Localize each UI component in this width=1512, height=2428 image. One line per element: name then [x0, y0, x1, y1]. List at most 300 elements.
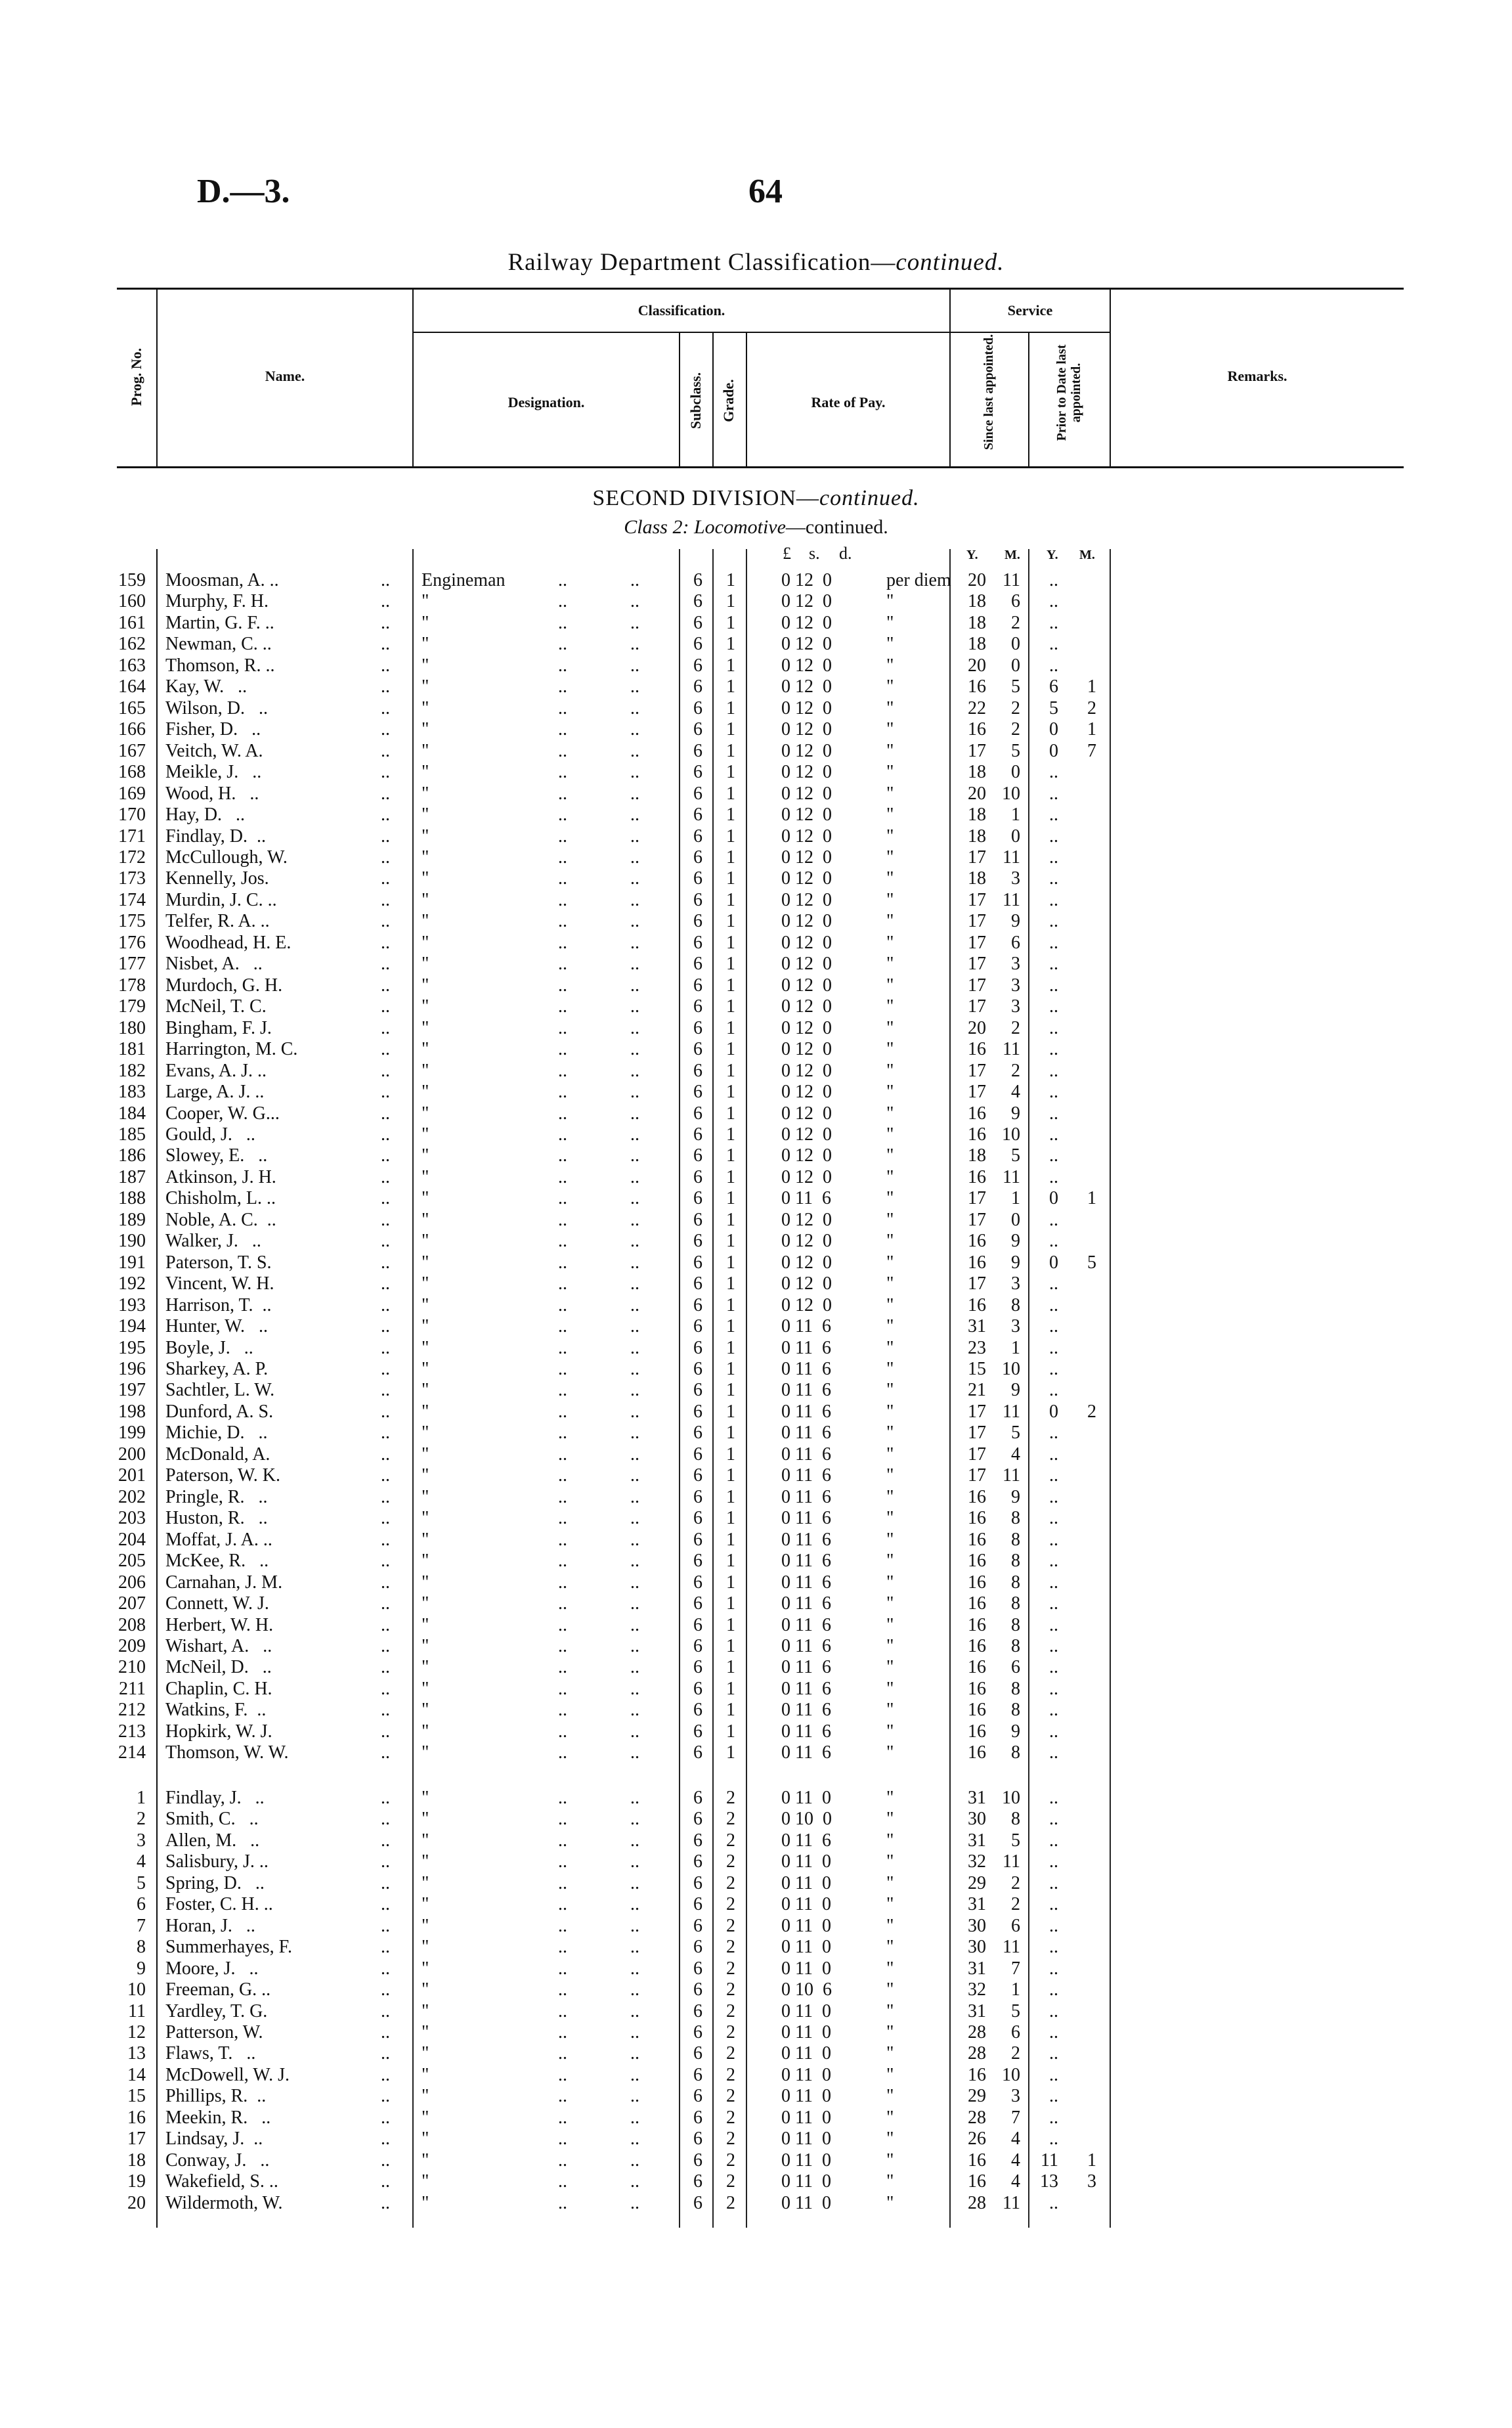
cell-rate-of-pay: 0 12 0 — [781, 762, 832, 783]
cell-subclass: 6 — [693, 1937, 702, 1958]
cell-since-months: 9 — [1011, 1252, 1020, 1273]
table-row — [0, 868, 1512, 889]
cell-designation: " — [421, 1039, 429, 1060]
page-title-continued: continued. — [896, 249, 1004, 276]
cell-prior-years: .. — [1049, 1166, 1058, 1187]
cell-grade: 2 — [726, 2086, 735, 2107]
cell-pay-period: " — [886, 1614, 894, 1635]
cell-subclass: 6 — [693, 1657, 702, 1678]
cell-pay-period: " — [886, 1316, 894, 1337]
cell-prog-no: 188 — [118, 1188, 146, 1209]
cell-desig-leader-a: .. — [558, 1614, 567, 1635]
table-row — [0, 655, 1512, 676]
cell-desig-leader-b: .. — [630, 932, 639, 953]
cell-subclass: 6 — [693, 1915, 702, 1936]
cell-desig-leader-a: .. — [558, 911, 567, 932]
cell-desig-leader-a: .. — [558, 1465, 567, 1486]
table-row — [0, 784, 1512, 805]
cell-rate-of-pay: 0 11 0 — [781, 1937, 831, 1958]
cell-since-years: 16 — [968, 1508, 986, 1529]
table-row — [0, 1487, 1512, 1508]
cell-desig-leader-b: .. — [630, 1145, 639, 1166]
cell-pay-period: " — [886, 1231, 894, 1252]
cell-desig-leader-b: .. — [630, 2043, 639, 2064]
cell-desig-leader-b: .. — [630, 2086, 639, 2107]
cell-prior-years: 11 — [1041, 2150, 1058, 2171]
cell-grade: 1 — [726, 1294, 735, 1315]
cell-desig-leader-a: .. — [558, 1958, 567, 1979]
cell-since-months: 10 — [1002, 1788, 1020, 1808]
cell-pay-period: " — [886, 2171, 894, 2192]
cell-desig-leader-b: .. — [630, 1678, 639, 1699]
rule-sub-grade — [712, 332, 714, 468]
cell-desig-leader-a: .. — [558, 954, 567, 975]
cell-desig-leader-a: .. — [558, 1380, 567, 1401]
cell-prog-no: 202 — [118, 1486, 146, 1507]
cell-designation: " — [421, 1252, 429, 1273]
cell-since-years: 17 — [968, 740, 986, 761]
table-row — [0, 826, 1512, 847]
cell-since-years: 16 — [968, 1721, 986, 1742]
cell-since-years: 18 — [968, 1145, 986, 1166]
cell-prior-years: .. — [1049, 2021, 1058, 2042]
table-row — [0, 1316, 1512, 1337]
table-row — [0, 890, 1512, 911]
table-row — [0, 1188, 1512, 1209]
cell-desig-leader-b: .. — [630, 1551, 639, 1572]
cell-designation: " — [421, 676, 429, 697]
cell-subclass: 6 — [693, 655, 702, 676]
cell-since-months: 8 — [1011, 1529, 1020, 1550]
cell-since-years: 18 — [968, 805, 986, 826]
cell-prog-no: 18 — [127, 2150, 146, 2171]
cell-name-leader: .. — [381, 1979, 390, 2000]
cell-since-years: 17 — [968, 1209, 986, 1230]
cell-prog-no: 210 — [118, 1657, 146, 1678]
cell-since-years: 17 — [968, 847, 986, 868]
cell-since-months: 8 — [1011, 1700, 1020, 1721]
cell-grade: 1 — [726, 826, 735, 847]
cell-name-leader: .. — [381, 634, 390, 655]
table-row — [0, 591, 1512, 612]
cell-designation: " — [421, 1979, 429, 2000]
cell-name-leader: .. — [381, 1657, 390, 1678]
cell-prior-years: .. — [1049, 2064, 1058, 2085]
cell-subclass: 6 — [693, 975, 702, 996]
cell-designation: " — [421, 996, 429, 1017]
cell-pay-period: " — [886, 2107, 894, 2128]
cell-desig-leader-b: .. — [630, 1209, 639, 1230]
cell-designation: " — [421, 889, 429, 910]
cell-rate-of-pay: 0 11 6 — [781, 1572, 831, 1593]
page-number: 64 — [748, 173, 783, 210]
cell-prior-months: 2 — [1087, 1401, 1096, 1422]
cell-name: Herbert, W. H. — [165, 1614, 274, 1635]
cell-designation: " — [421, 1337, 429, 1358]
table-row — [0, 1444, 1512, 1465]
cell-grade: 1 — [726, 1316, 735, 1337]
table-row — [0, 1124, 1512, 1145]
cell-desig-leader-a: .. — [558, 1209, 567, 1230]
cell-name-leader: .. — [381, 740, 390, 761]
cell-subclass: 6 — [693, 954, 702, 975]
cell-since-years: 16 — [968, 1614, 986, 1635]
cell-name-leader: .. — [381, 1915, 390, 1936]
unit-prior-years: Y. — [1047, 548, 1058, 562]
cell-desig-leader-b: .. — [630, 1359, 639, 1380]
cell-desig-leader-b: .. — [630, 783, 639, 804]
cell-rate-of-pay: 0 11 6 — [781, 1188, 831, 1209]
cell-since-months: 6 — [1011, 1915, 1020, 1936]
cell-pay-period: " — [886, 1039, 894, 1060]
cell-desig-leader-b: .. — [630, 1188, 639, 1209]
cell-desig-leader-a: .. — [558, 932, 567, 953]
cell-prior-years: .. — [1049, 1788, 1058, 1808]
cell-desig-leader-a: .. — [558, 1809, 567, 1830]
cell-name: McKee, R. .. — [165, 1551, 269, 1572]
cell-since-years: 31 — [968, 1316, 986, 1337]
table-row — [0, 1721, 1512, 1742]
table-row — [0, 1830, 1512, 1851]
cell-pay-period: " — [886, 634, 894, 655]
cell-rate-of-pay: 0 12 0 — [781, 676, 832, 697]
cell-prog-no: 194 — [118, 1316, 146, 1337]
cell-subclass: 6 — [693, 2086, 702, 2107]
cell-prior-years: .. — [1049, 1444, 1058, 1465]
cell-prog-no: 163 — [118, 655, 146, 676]
cell-rate-of-pay: 0 11 0 — [781, 2000, 831, 2021]
cell-since-years: 20 — [968, 783, 986, 804]
cell-name-leader: .. — [381, 1614, 390, 1635]
table-row — [0, 1636, 1512, 1657]
cell-pay-period: " — [886, 2129, 894, 2150]
cell-subclass: 6 — [693, 1614, 702, 1635]
cell-since-months: 10 — [1002, 783, 1020, 804]
cell-pay-period: " — [886, 1401, 894, 1422]
cell-desig-leader-a: .. — [558, 697, 567, 718]
cell-prior-years: .. — [1049, 1231, 1058, 1252]
cell-prog-no: 10 — [127, 1979, 146, 2000]
cell-desig-leader-a: .. — [558, 655, 567, 676]
cell-since-months: 11 — [1003, 889, 1020, 910]
cell-prog-no: 168 — [118, 762, 146, 783]
cell-designation: " — [421, 1359, 429, 1380]
cell-subclass: 6 — [693, 697, 702, 718]
cell-prior-years: .. — [1049, 996, 1058, 1017]
cell-prior-years: .. — [1049, 1082, 1058, 1103]
cell-since-years: 16 — [968, 1636, 986, 1656]
cell-rate-of-pay: 0 12 0 — [781, 975, 832, 996]
table-row — [0, 2171, 1512, 2192]
cell-prior-years: 5 — [1049, 697, 1058, 718]
cell-subclass: 6 — [693, 1209, 702, 1230]
cell-pay-period: " — [886, 697, 894, 718]
cell-rate-of-pay: 0 11 0 — [781, 2086, 831, 2107]
cell-rate-of-pay: 0 11 6 — [781, 1614, 831, 1635]
cell-since-years: 31 — [968, 2000, 986, 2021]
cell-subclass: 6 — [693, 1444, 702, 1465]
cell-since-months: 1 — [1011, 1188, 1020, 1209]
cell-name: Kennelly, Jos. — [165, 868, 269, 889]
cell-desig-leader-b: .. — [630, 612, 639, 633]
cell-grade: 1 — [726, 889, 735, 910]
cell-prog-no: 170 — [118, 805, 146, 826]
cell-subclass: 6 — [693, 1465, 702, 1486]
cell-grade: 1 — [726, 740, 735, 761]
cell-since-months: 5 — [1011, 676, 1020, 697]
cell-prog-no: 167 — [118, 740, 146, 761]
cell-designation: " — [421, 1937, 429, 1958]
cell-since-months: 11 — [1003, 1039, 1020, 1060]
cell-desig-leader-a: .. — [558, 1444, 567, 1465]
cell-designation: " — [421, 1958, 429, 1979]
cell-desig-leader-b: .. — [630, 655, 639, 676]
cell-prog-no: 205 — [118, 1551, 146, 1572]
cell-pay-period: " — [886, 1529, 894, 1550]
cell-desig-leader-a: .. — [558, 719, 567, 740]
cell-prog-no: 6 — [137, 1894, 146, 1915]
cell-prior-years: .. — [1049, 1572, 1058, 1593]
cell-since-years: 16 — [968, 1700, 986, 1721]
table-row — [0, 1916, 1512, 1937]
table-row — [0, 1700, 1512, 1721]
table-row — [0, 1851, 1512, 1872]
cell-name-leader: .. — [381, 783, 390, 804]
cell-name-leader: .. — [381, 2192, 390, 2213]
cell-desig-leader-a: .. — [558, 591, 567, 612]
table-row — [0, 1082, 1512, 1103]
cell-since-months: 5 — [1011, 2000, 1020, 2021]
cell-name: Findlay, D. .. — [165, 826, 266, 847]
cell-designation: " — [421, 2086, 429, 2107]
cell-designation: " — [421, 1423, 429, 1444]
cell-desig-leader-a: .. — [558, 1593, 567, 1614]
cell-desig-leader-a: .. — [558, 2064, 567, 2085]
cell-name-leader: .. — [381, 1231, 390, 1252]
cell-since-years: 17 — [968, 932, 986, 953]
cell-since-months: 8 — [1011, 1294, 1020, 1315]
cell-rate-of-pay: 0 11 6 — [781, 1465, 831, 1486]
cell-prog-no: 17 — [127, 2129, 146, 2150]
cell-designation: " — [421, 1700, 429, 1721]
cell-since-years: 16 — [968, 1486, 986, 1507]
cell-prog-no: 1 — [137, 1788, 146, 1808]
cell-grade: 1 — [726, 719, 735, 740]
cell-prior-years: .. — [1049, 2086, 1058, 2107]
table-row — [0, 1615, 1512, 1636]
cell-desig-leader-b: .. — [630, 591, 639, 612]
table-row — [0, 1508, 1512, 1529]
cell-desig-leader-a: .. — [558, 1915, 567, 1936]
cell-pay-period: " — [886, 1359, 894, 1380]
cell-desig-leader-b: .. — [630, 1700, 639, 1721]
table-row — [0, 2086, 1512, 2107]
cell-name: Sharkey, A. P. — [165, 1359, 269, 1380]
cell-desig-leader-a: .. — [558, 2107, 567, 2128]
cell-designation: " — [421, 1915, 429, 1936]
cell-pay-period: " — [886, 2064, 894, 2085]
cell-name: Allen, M. .. — [165, 1830, 260, 1851]
cell-prior-years: .. — [1049, 591, 1058, 612]
cell-prog-no: 186 — [118, 1145, 146, 1166]
table-row — [0, 847, 1512, 868]
cell-designation: " — [421, 634, 429, 655]
cell-grade: 1 — [726, 1017, 735, 1038]
cell-since-months: 0 — [1011, 634, 1020, 655]
cell-since-months: 5 — [1011, 1423, 1020, 1444]
cell-designation: " — [421, 1809, 429, 1830]
cell-subclass: 6 — [693, 1359, 702, 1380]
cell-prog-no: 207 — [118, 1593, 146, 1614]
cell-name: Pringle, R. .. — [165, 1486, 268, 1507]
cell-grade: 1 — [726, 655, 735, 676]
cell-desig-leader-a: .. — [558, 1979, 567, 2000]
cell-name-leader: .. — [381, 1636, 390, 1656]
cell-pay-period: " — [886, 2192, 894, 2213]
cell-grade: 1 — [726, 1593, 735, 1614]
cell-name: Thomson, W. W. — [165, 1742, 289, 1763]
table-row — [0, 1295, 1512, 1316]
cell-designation: " — [421, 2171, 429, 2192]
cell-desig-leader-b: .. — [630, 868, 639, 889]
cell-prog-no: 214 — [118, 1742, 146, 1763]
cell-prog-no: 197 — [118, 1380, 146, 1401]
cell-name: McDonald, A. — [165, 1444, 270, 1465]
table-row — [0, 996, 1512, 1017]
cell-since-years: 16 — [968, 1294, 986, 1315]
cell-pay-period: " — [886, 1188, 894, 1209]
cell-desig-leader-a: .. — [558, 975, 567, 996]
cell-pay-period: " — [886, 1915, 894, 1936]
cell-since-years: 32 — [968, 1979, 986, 2000]
cell-designation: " — [421, 740, 429, 761]
cell-prog-no: 185 — [118, 1124, 146, 1145]
table-row — [0, 1465, 1512, 1486]
cell-prior-years: .. — [1049, 1145, 1058, 1166]
cell-since-months: 2 — [1011, 1060, 1020, 1081]
cell-prior-years: .. — [1049, 1721, 1058, 1742]
cell-pay-period: " — [886, 996, 894, 1017]
cell-subclass: 6 — [693, 2021, 702, 2042]
cell-pay-period: " — [886, 868, 894, 889]
cell-desig-leader-b: .. — [630, 1937, 639, 1958]
cell-name: Nisbet, A. .. — [165, 954, 263, 975]
cell-name: Chisholm, L. .. — [165, 1188, 276, 1209]
cell-designation: " — [421, 1231, 429, 1252]
cell-since-months: 6 — [1011, 591, 1020, 612]
cell-grade: 1 — [726, 634, 735, 655]
cell-desig-leader-a: .. — [558, 1124, 567, 1145]
cell-since-months: 3 — [1011, 975, 1020, 996]
cell-prog-no: 164 — [118, 676, 146, 697]
cell-desig-leader-a: .. — [558, 1486, 567, 1507]
cell-prior-years: .. — [1049, 1636, 1058, 1656]
cell-name: Meekin, R. .. — [165, 2107, 271, 2128]
cell-subclass: 6 — [693, 719, 702, 740]
cell-pay-period: " — [886, 2086, 894, 2107]
cell-prior-years: .. — [1049, 1423, 1058, 1444]
cell-designation: " — [421, 805, 429, 826]
cell-rate-of-pay: 0 10 0 — [781, 1809, 832, 1830]
cell-subclass: 6 — [693, 847, 702, 868]
cell-pay-period: " — [886, 2000, 894, 2021]
cell-rate-of-pay: 0 11 0 — [781, 2171, 831, 2192]
cell-since-years: 28 — [968, 2021, 986, 2042]
cell-prior-years: .. — [1049, 1103, 1058, 1124]
cell-desig-leader-b: .. — [630, 911, 639, 932]
cell-designation: Engineman — [421, 570, 506, 590]
cell-since-months: 8 — [1011, 1809, 1020, 1830]
cell-desig-leader-b: .. — [630, 1958, 639, 1979]
cell-designation: " — [421, 868, 429, 889]
cell-since-months: 3 — [1011, 2086, 1020, 2107]
cell-name: Fisher, D. .. — [165, 719, 261, 740]
cell-prog-no: 195 — [118, 1337, 146, 1358]
cell-rate-of-pay: 0 11 6 — [781, 1359, 831, 1380]
cell-name: Large, A. J. .. — [165, 1082, 265, 1103]
table-row — [0, 2150, 1512, 2171]
cell-prior-years: .. — [1049, 1380, 1058, 1401]
cell-pay-period: " — [886, 1166, 894, 1187]
cell-name-leader: .. — [381, 911, 390, 932]
cell-name-leader: .. — [381, 1423, 390, 1444]
cell-name-leader: .. — [381, 1039, 390, 1060]
cell-pay-period: " — [886, 1872, 894, 1893]
cell-desig-leader-b: .. — [630, 1851, 639, 1872]
cell-since-months: 5 — [1011, 1145, 1020, 1166]
cell-subclass: 6 — [693, 1060, 702, 1081]
cell-rate-of-pay: 0 12 0 — [781, 847, 832, 868]
cell-pay-period: " — [886, 954, 894, 975]
cell-prog-no: 173 — [118, 868, 146, 889]
cell-grade: 2 — [726, 1872, 735, 1893]
cell-subclass: 6 — [693, 1979, 702, 2000]
cell-prog-no: 182 — [118, 1060, 146, 1081]
cell-since-years: 18 — [968, 634, 986, 655]
cell-grade: 2 — [726, 2021, 735, 2042]
cell-desig-leader-a: .. — [558, 740, 567, 761]
cell-pay-period: " — [886, 1145, 894, 1166]
cell-name-leader: .. — [381, 762, 390, 783]
section-heading-continued: continued. — [819, 486, 920, 510]
cell-since-months: 2 — [1011, 1894, 1020, 1915]
cell-desig-leader-a: .. — [558, 1017, 567, 1038]
cell-name: Noble, A. C. .. — [165, 1209, 276, 1230]
cell-pay-period: " — [886, 740, 894, 761]
cell-since-years: 16 — [968, 1657, 986, 1678]
cell-desig-leader-b: .. — [630, 1082, 639, 1103]
cell-since-years: 16 — [968, 1124, 986, 1145]
cell-name: Yardley, T. G. — [165, 2000, 268, 2021]
cell-rate-of-pay: 0 11 6 — [781, 1380, 831, 1401]
cell-pay-period: " — [886, 762, 894, 783]
table-row — [0, 1252, 1512, 1273]
cell-pay-period: " — [886, 1209, 894, 1230]
cell-pay-period: " — [886, 826, 894, 847]
cell-name-leader: .. — [381, 1551, 390, 1572]
cell-subclass: 6 — [693, 2150, 702, 2171]
cell-designation: " — [421, 932, 429, 953]
cell-rate-of-pay: 0 11 0 — [781, 2043, 831, 2064]
cell-name-leader: .. — [381, 612, 390, 633]
table-row — [0, 2129, 1512, 2150]
cell-prior-years: .. — [1049, 1486, 1058, 1507]
cell-pay-period: " — [886, 889, 894, 910]
cell-grade: 2 — [726, 2129, 735, 2150]
cell-prog-no: 179 — [118, 996, 146, 1017]
unit-pence: d. — [839, 544, 852, 563]
cell-name-leader: .. — [381, 1894, 390, 1915]
